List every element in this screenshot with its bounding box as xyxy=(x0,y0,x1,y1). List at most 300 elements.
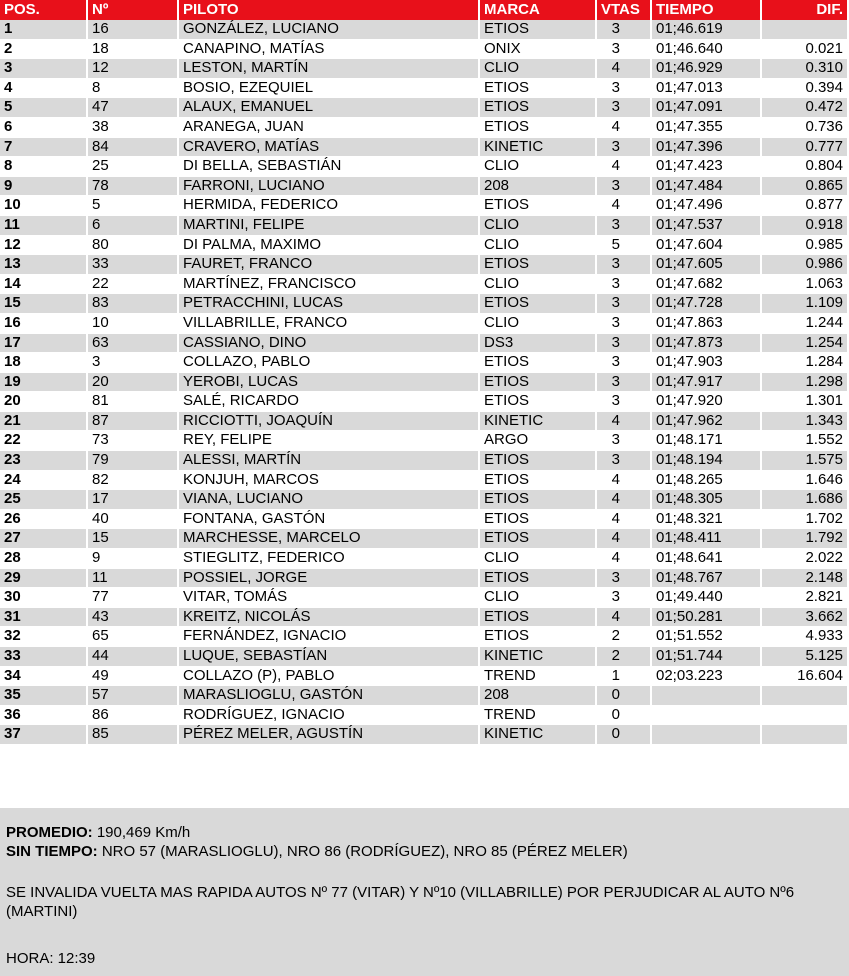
cell-dif: 1.575 xyxy=(762,451,849,471)
cell-marca: ETIOS xyxy=(480,118,597,138)
table-row xyxy=(0,314,849,334)
cell-piloto: DI BELLA, SEBASTIÁN xyxy=(179,157,480,177)
cell-piloto: ARANEGA, JUAN xyxy=(179,118,480,138)
cell-tiempo xyxy=(652,686,762,706)
table-row xyxy=(0,569,849,589)
table-row xyxy=(0,471,849,491)
cell-num: 38 xyxy=(88,118,179,138)
cell-pos: 28 xyxy=(0,549,88,569)
table-row xyxy=(0,196,849,216)
table-row xyxy=(0,451,849,471)
cell-marca: CLIO xyxy=(480,314,597,334)
cell-marca: CLIO xyxy=(480,157,597,177)
table-row xyxy=(0,236,849,256)
header-vtas: VTAS xyxy=(597,0,652,20)
cell-vtas: 3 xyxy=(597,138,652,158)
sin-tiempo-label: SIN TIEMPO: xyxy=(6,843,98,860)
table-row xyxy=(0,98,849,118)
header-tiempo: TIEMPO xyxy=(652,0,762,20)
cell-pos: 15 xyxy=(0,294,88,314)
cell-num: 44 xyxy=(88,647,179,667)
cell-piloto: MARCHESSE, MARCELO xyxy=(179,529,480,549)
cell-pos: 19 xyxy=(0,373,88,393)
cell-marca: ETIOS xyxy=(480,255,597,275)
sin-tiempo-line xyxy=(0,842,849,861)
table-row xyxy=(0,334,849,354)
cell-marca: CLIO xyxy=(480,549,597,569)
cell-pos: 26 xyxy=(0,510,88,530)
cell-marca: 208 xyxy=(480,177,597,197)
cell-num: 78 xyxy=(88,177,179,197)
table-row xyxy=(0,647,849,667)
cell-marca: ARGO xyxy=(480,431,597,451)
cell-dif: 0.918 xyxy=(762,216,849,236)
cell-tiempo: 01;48.305 xyxy=(652,490,762,510)
cell-num: 63 xyxy=(88,334,179,354)
cell-pos: 36 xyxy=(0,706,88,726)
cell-vtas: 4 xyxy=(597,412,652,432)
cell-tiempo: 01;48.641 xyxy=(652,549,762,569)
cell-tiempo: 01;47.537 xyxy=(652,216,762,236)
cell-tiempo: 01;47.962 xyxy=(652,412,762,432)
cell-tiempo: 01;47.873 xyxy=(652,334,762,354)
cell-vtas: 2 xyxy=(597,627,652,647)
cell-tiempo: 01;47.605 xyxy=(652,255,762,275)
cell-piloto: COLLAZO, PABLO xyxy=(179,353,480,373)
cell-marca: ETIOS xyxy=(480,20,597,40)
cell-tiempo: 01;47.091 xyxy=(652,98,762,118)
cell-dif: 1.646 xyxy=(762,471,849,491)
promedio-label: PROMEDIO: xyxy=(6,824,93,841)
cell-piloto: KREITZ, NICOLÁS xyxy=(179,608,480,628)
cell-marca: ONIX xyxy=(480,40,597,60)
table-row xyxy=(0,177,849,197)
cell-num: 10 xyxy=(88,314,179,334)
cell-piloto: RICCIOTTI, JOAQUÍN xyxy=(179,412,480,432)
cell-dif: 1.301 xyxy=(762,392,849,412)
cell-pos: 35 xyxy=(0,686,88,706)
promedio-value: 190,469 Km/h xyxy=(92,824,191,841)
cell-marca: 208 xyxy=(480,686,597,706)
cell-tiempo: 01;51.552 xyxy=(652,627,762,647)
cell-tiempo: 01;48.767 xyxy=(652,569,762,589)
cell-vtas: 3 xyxy=(597,451,652,471)
cell-vtas: 3 xyxy=(597,79,652,99)
cell-num: 22 xyxy=(88,275,179,295)
table-row xyxy=(0,138,849,158)
cell-dif xyxy=(762,706,849,726)
cell-piloto: REY, FELIPE xyxy=(179,431,480,451)
cell-piloto: HERMIDA, FEDERICO xyxy=(179,196,480,216)
table-row xyxy=(0,255,849,275)
cell-dif: 16.604 xyxy=(762,667,849,687)
cell-piloto: CANAPINO, MATÍAS xyxy=(179,40,480,60)
cell-pos: 23 xyxy=(0,451,88,471)
cell-tiempo: 01;47.728 xyxy=(652,294,762,314)
table-row xyxy=(0,392,849,412)
cell-marca: ETIOS xyxy=(480,529,597,549)
cell-dif: 4.933 xyxy=(762,627,849,647)
sin-tiempo-value: NRO 57 (MARASLIOGLU), NRO 86 (RODRÍGUEZ), NRO 85 (PÉREZ MELER) xyxy=(97,843,628,860)
cell-tiempo: 01;48.265 xyxy=(652,471,762,491)
cell-vtas: 3 xyxy=(597,177,652,197)
cell-piloto: PÉREZ MELER, AGUSTÍN xyxy=(179,725,480,745)
table-row xyxy=(0,588,849,608)
cell-dif: 2.148 xyxy=(762,569,849,589)
cell-tiempo: 01;47.863 xyxy=(652,314,762,334)
cell-tiempo: 01;47.484 xyxy=(652,177,762,197)
cell-vtas: 3 xyxy=(597,98,652,118)
cell-tiempo: 01;47.920 xyxy=(652,392,762,412)
cell-tiempo xyxy=(652,725,762,745)
cell-pos: 10 xyxy=(0,196,88,216)
cell-num: 81 xyxy=(88,392,179,412)
table-header-row xyxy=(0,0,849,20)
header-dif: DIF. xyxy=(762,0,849,20)
cell-dif: 0.736 xyxy=(762,118,849,138)
cell-pos: 12 xyxy=(0,236,88,256)
cell-num: 6 xyxy=(88,216,179,236)
cell-pos: 13 xyxy=(0,255,88,275)
cell-piloto: POSSIEL, JORGE xyxy=(179,569,480,589)
cell-marca: KINETIC xyxy=(480,138,597,158)
cell-num: 85 xyxy=(88,725,179,745)
cell-vtas: 5 xyxy=(597,236,652,256)
cell-num: 12 xyxy=(88,59,179,79)
cell-num: 5 xyxy=(88,196,179,216)
cell-piloto: STIEGLITZ, FEDERICO xyxy=(179,549,480,569)
cell-vtas: 3 xyxy=(597,588,652,608)
cell-vtas: 4 xyxy=(597,529,652,549)
table-row xyxy=(0,412,849,432)
cell-dif: 0.865 xyxy=(762,177,849,197)
table-row xyxy=(0,431,849,451)
cell-tiempo: 01;48.321 xyxy=(652,510,762,530)
cell-num: 17 xyxy=(88,490,179,510)
cell-dif: 1.686 xyxy=(762,490,849,510)
cell-num: 86 xyxy=(88,706,179,726)
cell-num: 33 xyxy=(88,255,179,275)
cell-vtas: 3 xyxy=(597,40,652,60)
cell-pos: 9 xyxy=(0,177,88,197)
invalidation-note: SE INVALIDA VUELTA MAS RAPIDA AUTOS Nº 77 (VITAR) Y Nº10 (VILLABRILLE) POR PERJUDICAR AL AUTO Nº6 (MARTINI) xyxy=(6,884,795,920)
promedio-line xyxy=(0,823,849,842)
cell-vtas: 3 xyxy=(597,353,652,373)
cell-piloto: KONJUH, MARCOS xyxy=(179,471,480,491)
cell-num: 80 xyxy=(88,236,179,256)
cell-pos: 27 xyxy=(0,529,88,549)
cell-num: 25 xyxy=(88,157,179,177)
cell-marca: ETIOS xyxy=(480,627,597,647)
hora-line: HORA: 12:39 xyxy=(6,950,96,967)
cell-vtas: 4 xyxy=(597,490,652,510)
cell-num: 47 xyxy=(88,98,179,118)
cell-vtas: 4 xyxy=(597,59,652,79)
cell-piloto: ALAUX, EMANUEL xyxy=(179,98,480,118)
table-body xyxy=(0,20,849,745)
cell-marca: CLIO xyxy=(480,588,597,608)
table-row xyxy=(0,20,849,40)
table-row xyxy=(0,549,849,569)
cell-vtas: 3 xyxy=(597,294,652,314)
cell-piloto: DI PALMA, MAXIMO xyxy=(179,236,480,256)
cell-pos: 22 xyxy=(0,431,88,451)
cell-vtas: 3 xyxy=(597,392,652,412)
cell-vtas: 3 xyxy=(597,216,652,236)
cell-dif: 0.472 xyxy=(762,98,849,118)
cell-num: 87 xyxy=(88,412,179,432)
cell-dif xyxy=(762,686,849,706)
cell-marca: ETIOS xyxy=(480,471,597,491)
cell-num: 65 xyxy=(88,627,179,647)
cell-piloto: FAURET, FRANCO xyxy=(179,255,480,275)
cell-pos: 21 xyxy=(0,412,88,432)
cell-marca: ETIOS xyxy=(480,353,597,373)
table-row xyxy=(0,608,849,628)
table-row xyxy=(0,667,849,687)
cell-pos: 37 xyxy=(0,725,88,745)
cell-piloto: VILLABRILLE, FRANCO xyxy=(179,314,480,334)
cell-piloto: CASSIANO, DINO xyxy=(179,334,480,354)
cell-marca: CLIO xyxy=(480,236,597,256)
table-row xyxy=(0,490,849,510)
cell-pos: 17 xyxy=(0,334,88,354)
cell-piloto: FERNÁNDEZ, IGNACIO xyxy=(179,627,480,647)
cell-pos: 5 xyxy=(0,98,88,118)
cell-dif: 1.109 xyxy=(762,294,849,314)
cell-dif: 5.125 xyxy=(762,647,849,667)
table-row xyxy=(0,294,849,314)
cell-tiempo: 01;47.604 xyxy=(652,236,762,256)
cell-num: 3 xyxy=(88,353,179,373)
cell-pos: 24 xyxy=(0,471,88,491)
table-row xyxy=(0,40,849,60)
cell-tiempo: 01;47.013 xyxy=(652,79,762,99)
cell-piloto: LESTON, MARTÍN xyxy=(179,59,480,79)
cell-num: 20 xyxy=(88,373,179,393)
cell-vtas: 1 xyxy=(597,667,652,687)
cell-vtas: 0 xyxy=(597,686,652,706)
cell-piloto: MARTINI, FELIPE xyxy=(179,216,480,236)
cell-pos: 6 xyxy=(0,118,88,138)
cell-tiempo: 01;51.744 xyxy=(652,647,762,667)
cell-pos: 31 xyxy=(0,608,88,628)
cell-dif: 0.310 xyxy=(762,59,849,79)
cell-num: 82 xyxy=(88,471,179,491)
cell-pos: 14 xyxy=(0,275,88,295)
cell-pos: 25 xyxy=(0,490,88,510)
cell-tiempo: 01;46.640 xyxy=(652,40,762,60)
cell-tiempo: 01;48.411 xyxy=(652,529,762,549)
cell-vtas: 4 xyxy=(597,196,652,216)
cell-num: 84 xyxy=(88,138,179,158)
header-num: Nº xyxy=(88,0,179,20)
table-row xyxy=(0,706,849,726)
cell-tiempo: 01;48.171 xyxy=(652,431,762,451)
cell-num: 77 xyxy=(88,588,179,608)
cell-piloto: GONZÁLEZ, LUCIANO xyxy=(179,20,480,40)
cell-marca: ETIOS xyxy=(480,490,597,510)
cell-vtas: 3 xyxy=(597,255,652,275)
cell-tiempo: 01;47.396 xyxy=(652,138,762,158)
table-row xyxy=(0,373,849,393)
cell-tiempo: 01;47.917 xyxy=(652,373,762,393)
cell-marca: ETIOS xyxy=(480,392,597,412)
table-row xyxy=(0,275,849,295)
cell-vtas: 4 xyxy=(597,118,652,138)
cell-marca: ETIOS xyxy=(480,196,597,216)
cell-num: 9 xyxy=(88,549,179,569)
cell-dif xyxy=(762,725,849,745)
cell-marca: ETIOS xyxy=(480,98,597,118)
cell-num: 11 xyxy=(88,569,179,589)
cell-tiempo: 01;47.682 xyxy=(652,275,762,295)
cell-vtas: 3 xyxy=(597,275,652,295)
cell-tiempo: 01;47.496 xyxy=(652,196,762,216)
cell-pos: 33 xyxy=(0,647,88,667)
cell-piloto: CRAVERO, MATÍAS xyxy=(179,138,480,158)
cell-num: 16 xyxy=(88,20,179,40)
table-row xyxy=(0,353,849,373)
cell-vtas: 0 xyxy=(597,725,652,745)
cell-marca: ETIOS xyxy=(480,608,597,628)
cell-marca: TREND xyxy=(480,706,597,726)
cell-num: 57 xyxy=(88,686,179,706)
cell-vtas: 2 xyxy=(597,647,652,667)
cell-piloto: VIANA, LUCIANO xyxy=(179,490,480,510)
cell-marca: ETIOS xyxy=(480,451,597,471)
cell-dif: 1.244 xyxy=(762,314,849,334)
cell-pos: 34 xyxy=(0,667,88,687)
cell-dif: 0.986 xyxy=(762,255,849,275)
cell-pos: 8 xyxy=(0,157,88,177)
cell-marca: KINETIC xyxy=(480,725,597,745)
cell-vtas: 3 xyxy=(597,20,652,40)
cell-pos: 2 xyxy=(0,40,88,60)
cell-piloto: MARASLIOGLU, GASTÓN xyxy=(179,686,480,706)
cell-piloto: BOSIO, EZEQUIEL xyxy=(179,79,480,99)
cell-tiempo xyxy=(652,706,762,726)
cell-vtas: 4 xyxy=(597,471,652,491)
cell-dif: 1.343 xyxy=(762,412,849,432)
cell-pos: 16 xyxy=(0,314,88,334)
table-row xyxy=(0,59,849,79)
cell-marca: ETIOS xyxy=(480,510,597,530)
cell-piloto: MARTÍNEZ, FRANCISCO xyxy=(179,275,480,295)
cell-pos: 30 xyxy=(0,588,88,608)
cell-pos: 32 xyxy=(0,627,88,647)
cell-num: 83 xyxy=(88,294,179,314)
cell-marca: ETIOS xyxy=(480,79,597,99)
table-row xyxy=(0,510,849,530)
cell-tiempo: 01;47.355 xyxy=(652,118,762,138)
cell-dif: 1.792 xyxy=(762,529,849,549)
cell-tiempo: 01;47.903 xyxy=(652,353,762,373)
table-row xyxy=(0,118,849,138)
cell-piloto: YEROBI, LUCAS xyxy=(179,373,480,393)
cell-dif: 3.662 xyxy=(762,608,849,628)
cell-vtas: 3 xyxy=(597,431,652,451)
cell-marca: ETIOS xyxy=(480,569,597,589)
cell-dif: 1.063 xyxy=(762,275,849,295)
table-row xyxy=(0,627,849,647)
cell-vtas: 4 xyxy=(597,549,652,569)
cell-pos: 3 xyxy=(0,59,88,79)
cell-piloto: PETRACCHINI, LUCAS xyxy=(179,294,480,314)
cell-dif: 0.394 xyxy=(762,79,849,99)
cell-marca: KINETIC xyxy=(480,412,597,432)
table-row xyxy=(0,79,849,99)
table-row xyxy=(0,725,849,745)
cell-piloto: RODRÍGUEZ, IGNACIO xyxy=(179,706,480,726)
cell-dif: 0.804 xyxy=(762,157,849,177)
cell-num: 73 xyxy=(88,431,179,451)
cell-num: 18 xyxy=(88,40,179,60)
cell-piloto: FONTANA, GASTÓN xyxy=(179,510,480,530)
cell-num: 79 xyxy=(88,451,179,471)
cell-tiempo: 01;49.440 xyxy=(652,588,762,608)
cell-piloto: LUQUE, SEBASTÍAN xyxy=(179,647,480,667)
cell-marca: KINETIC xyxy=(480,647,597,667)
cell-num: 43 xyxy=(88,608,179,628)
cell-vtas: 4 xyxy=(597,510,652,530)
cell-tiempo: 01;48.194 xyxy=(652,451,762,471)
cell-marca: CLIO xyxy=(480,59,597,79)
cell-vtas: 3 xyxy=(597,373,652,393)
cell-pos: 29 xyxy=(0,569,88,589)
cell-vtas: 3 xyxy=(597,569,652,589)
cell-pos: 20 xyxy=(0,392,88,412)
table-row xyxy=(0,157,849,177)
cell-pos: 1 xyxy=(0,20,88,40)
cell-dif: 1.552 xyxy=(762,431,849,451)
notes-panel xyxy=(0,808,849,976)
cell-dif: 1.254 xyxy=(762,334,849,354)
cell-dif: 0.021 xyxy=(762,40,849,60)
cell-pos: 11 xyxy=(0,216,88,236)
cell-marca: TREND xyxy=(480,667,597,687)
header-marca: MARCA xyxy=(480,0,597,20)
cell-tiempo: 01;46.619 xyxy=(652,20,762,40)
cell-tiempo: 01;47.423 xyxy=(652,157,762,177)
cell-dif: 2.022 xyxy=(762,549,849,569)
table-row xyxy=(0,686,849,706)
cell-num: 8 xyxy=(88,79,179,99)
cell-num: 49 xyxy=(88,667,179,687)
cell-pos: 7 xyxy=(0,138,88,158)
cell-marca: CLIO xyxy=(480,216,597,236)
cell-dif xyxy=(762,20,849,40)
cell-vtas: 0 xyxy=(597,706,652,726)
cell-dif: 1.298 xyxy=(762,373,849,393)
cell-marca: ETIOS xyxy=(480,294,597,314)
cell-dif: 2.821 xyxy=(762,588,849,608)
cell-piloto: COLLAZO (P), PABLO xyxy=(179,667,480,687)
cell-dif: 1.702 xyxy=(762,510,849,530)
cell-dif: 0.877 xyxy=(762,196,849,216)
cell-piloto: ALESSI, MARTÍN xyxy=(179,451,480,471)
cell-tiempo: 01;50.281 xyxy=(652,608,762,628)
cell-dif: 0.777 xyxy=(762,138,849,158)
cell-piloto: FARRONI, LUCIANO xyxy=(179,177,480,197)
cell-pos: 4 xyxy=(0,79,88,99)
header-pos: POS. xyxy=(0,0,88,20)
cell-vtas: 4 xyxy=(597,608,652,628)
cell-marca: ETIOS xyxy=(480,373,597,393)
cell-marca: CLIO xyxy=(480,275,597,295)
cell-pos: 18 xyxy=(0,353,88,373)
cell-num: 15 xyxy=(88,529,179,549)
